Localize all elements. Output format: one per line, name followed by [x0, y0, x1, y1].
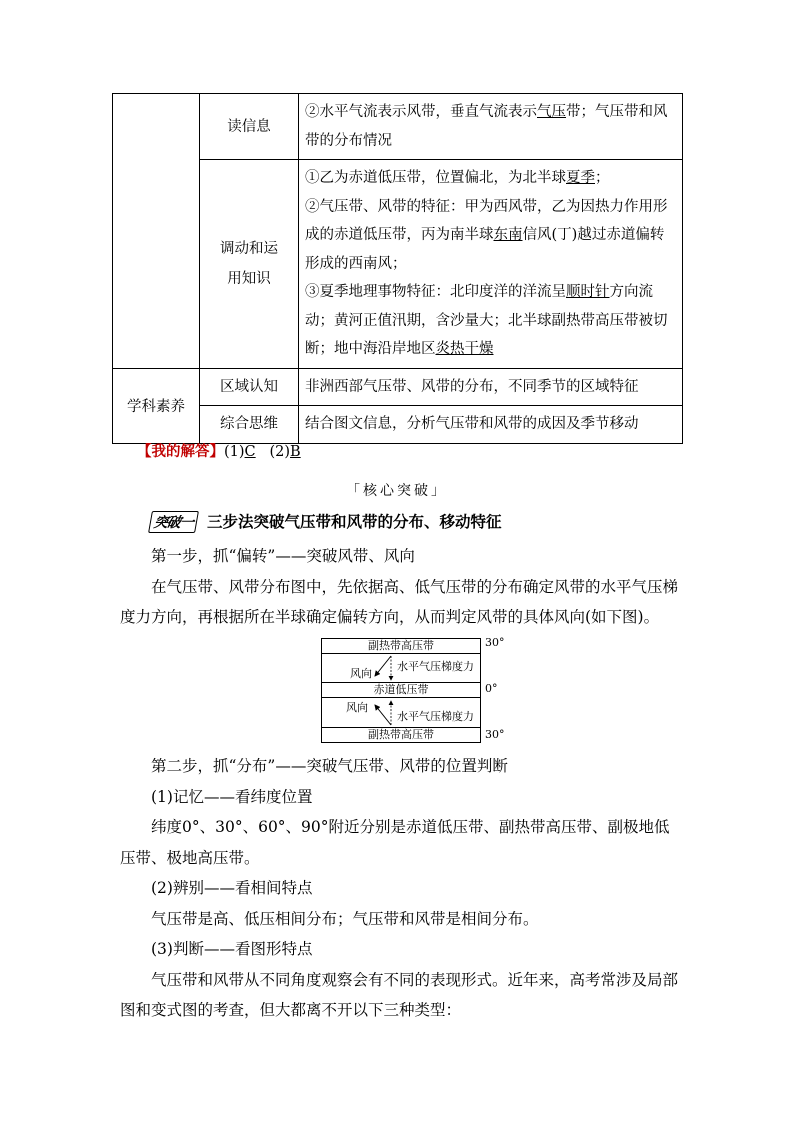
step2-sub3: (3)判断——看图形特点 [151, 940, 313, 958]
lat-label-top: 30° [485, 636, 505, 649]
analysis-table [112, 93, 683, 444]
wind-label-north: 风向 [350, 667, 372, 680]
section-title: 三步法突破气压带和风带的分布、移动特征 [207, 512, 502, 531]
step1-body: 在气压带、风带分布图中，先依据高、低气压带的分布确定风带的水平气压梯度力方向，再根据所在半球确定偏转方向，从而判定风带的具体风向(如下图)。 [120, 577, 679, 626]
table-row [113, 94, 683, 160]
table-cell-content: 非洲西部气压带、风带的分布，不同季节的区域特征 [299, 368, 683, 406]
core-breakthrough-title: 「核心突破」 [346, 483, 448, 499]
step1-block [120, 541, 680, 633]
force-label-south: 水平气压梯度力 [397, 710, 474, 723]
step2-sub2: (2)辨别——看相间特点 [151, 879, 313, 897]
step1-heading: 第一步，抓“偏转”——突破风带、风向 [151, 547, 415, 565]
step2-sub3-body: 气压带和风带从不同角度观察会有不同的表现形式。近年来，高考常涉及局部图和变式图的考查，但大都离不开以下三种类型： [120, 970, 679, 1019]
wind-label-south: 风向 [346, 701, 368, 714]
my-answer: 【我的解答】(1)C (2)B [137, 443, 301, 460]
breakthrough-badge: 突破一 [148, 511, 199, 533]
band-subtropical-high-north: 副热带高压带 [321, 638, 481, 654]
step2-sub2-body: 气压带是高、低压相间分布；气压带和风带是相间分布。 [151, 909, 539, 928]
answer-label: 【我的解答】 [137, 443, 224, 460]
table-cell-label: 调动和运 用知识 [200, 160, 299, 369]
table-cell-content: 结合图文信息，分析气压带和风带的成因及季节移动 [299, 406, 683, 444]
force-label-north: 水平气压梯度力 [397, 660, 474, 673]
arrows-svg [321, 638, 481, 745]
lat-label-bottom: 30° [485, 728, 505, 741]
band-equatorial-low: 赤道低压带 [321, 682, 481, 698]
table-cell-content: ②水平气流表示风带，垂直气流表示气压带；气压带和风带的分布情况 [299, 94, 683, 160]
table-cell-label: 读信息 [200, 94, 299, 160]
table-cell-content: ①乙为赤道低压带，位置偏北，为北半球夏季； ②气压带、风带的特征：甲为西风带，乙为因热力作用形成的赤道低压带，丙为南半球东南信风(丁)越过赤道偏转形成的西南风； ③夏季地理事物特征：北印度洋的洋流呈顺时针方向流动；黄河正值汛期，含沙量大；北半球副热带高压带被切断；地中海沿岸地区炎热干燥 [299, 160, 683, 369]
table-cell-category: 学科素养 [113, 368, 200, 443]
answer-2: B [290, 444, 301, 460]
wind-arrow-north [375, 656, 391, 676]
answer-1: C [244, 444, 256, 460]
band-subtropical-high-south: 副热带高压带 [321, 727, 481, 743]
table-row [113, 368, 683, 406]
step2-sub1-body: 纬度0°、30°、60°、90°附近分别是赤道低压带、副热带高压带、副极地低压带、极地高压带。 [120, 818, 670, 867]
lat-label-mid: 0° [485, 682, 498, 695]
section-heading [150, 510, 502, 533]
table-cell-label: 区域认知 [200, 368, 299, 406]
table-cell-label: 综合思维 [200, 406, 299, 444]
wind-arrow-south [375, 705, 391, 725]
wind-deflection-diagram [321, 636, 505, 745]
step2-sub1: (1)记忆——看纬度位置 [151, 787, 313, 806]
step2-block [120, 751, 680, 1026]
table-cell-empty [113, 94, 200, 369]
step2-heading: 第二步，抓“分布”——突破气压带、风带的位置判断 [151, 757, 508, 775]
